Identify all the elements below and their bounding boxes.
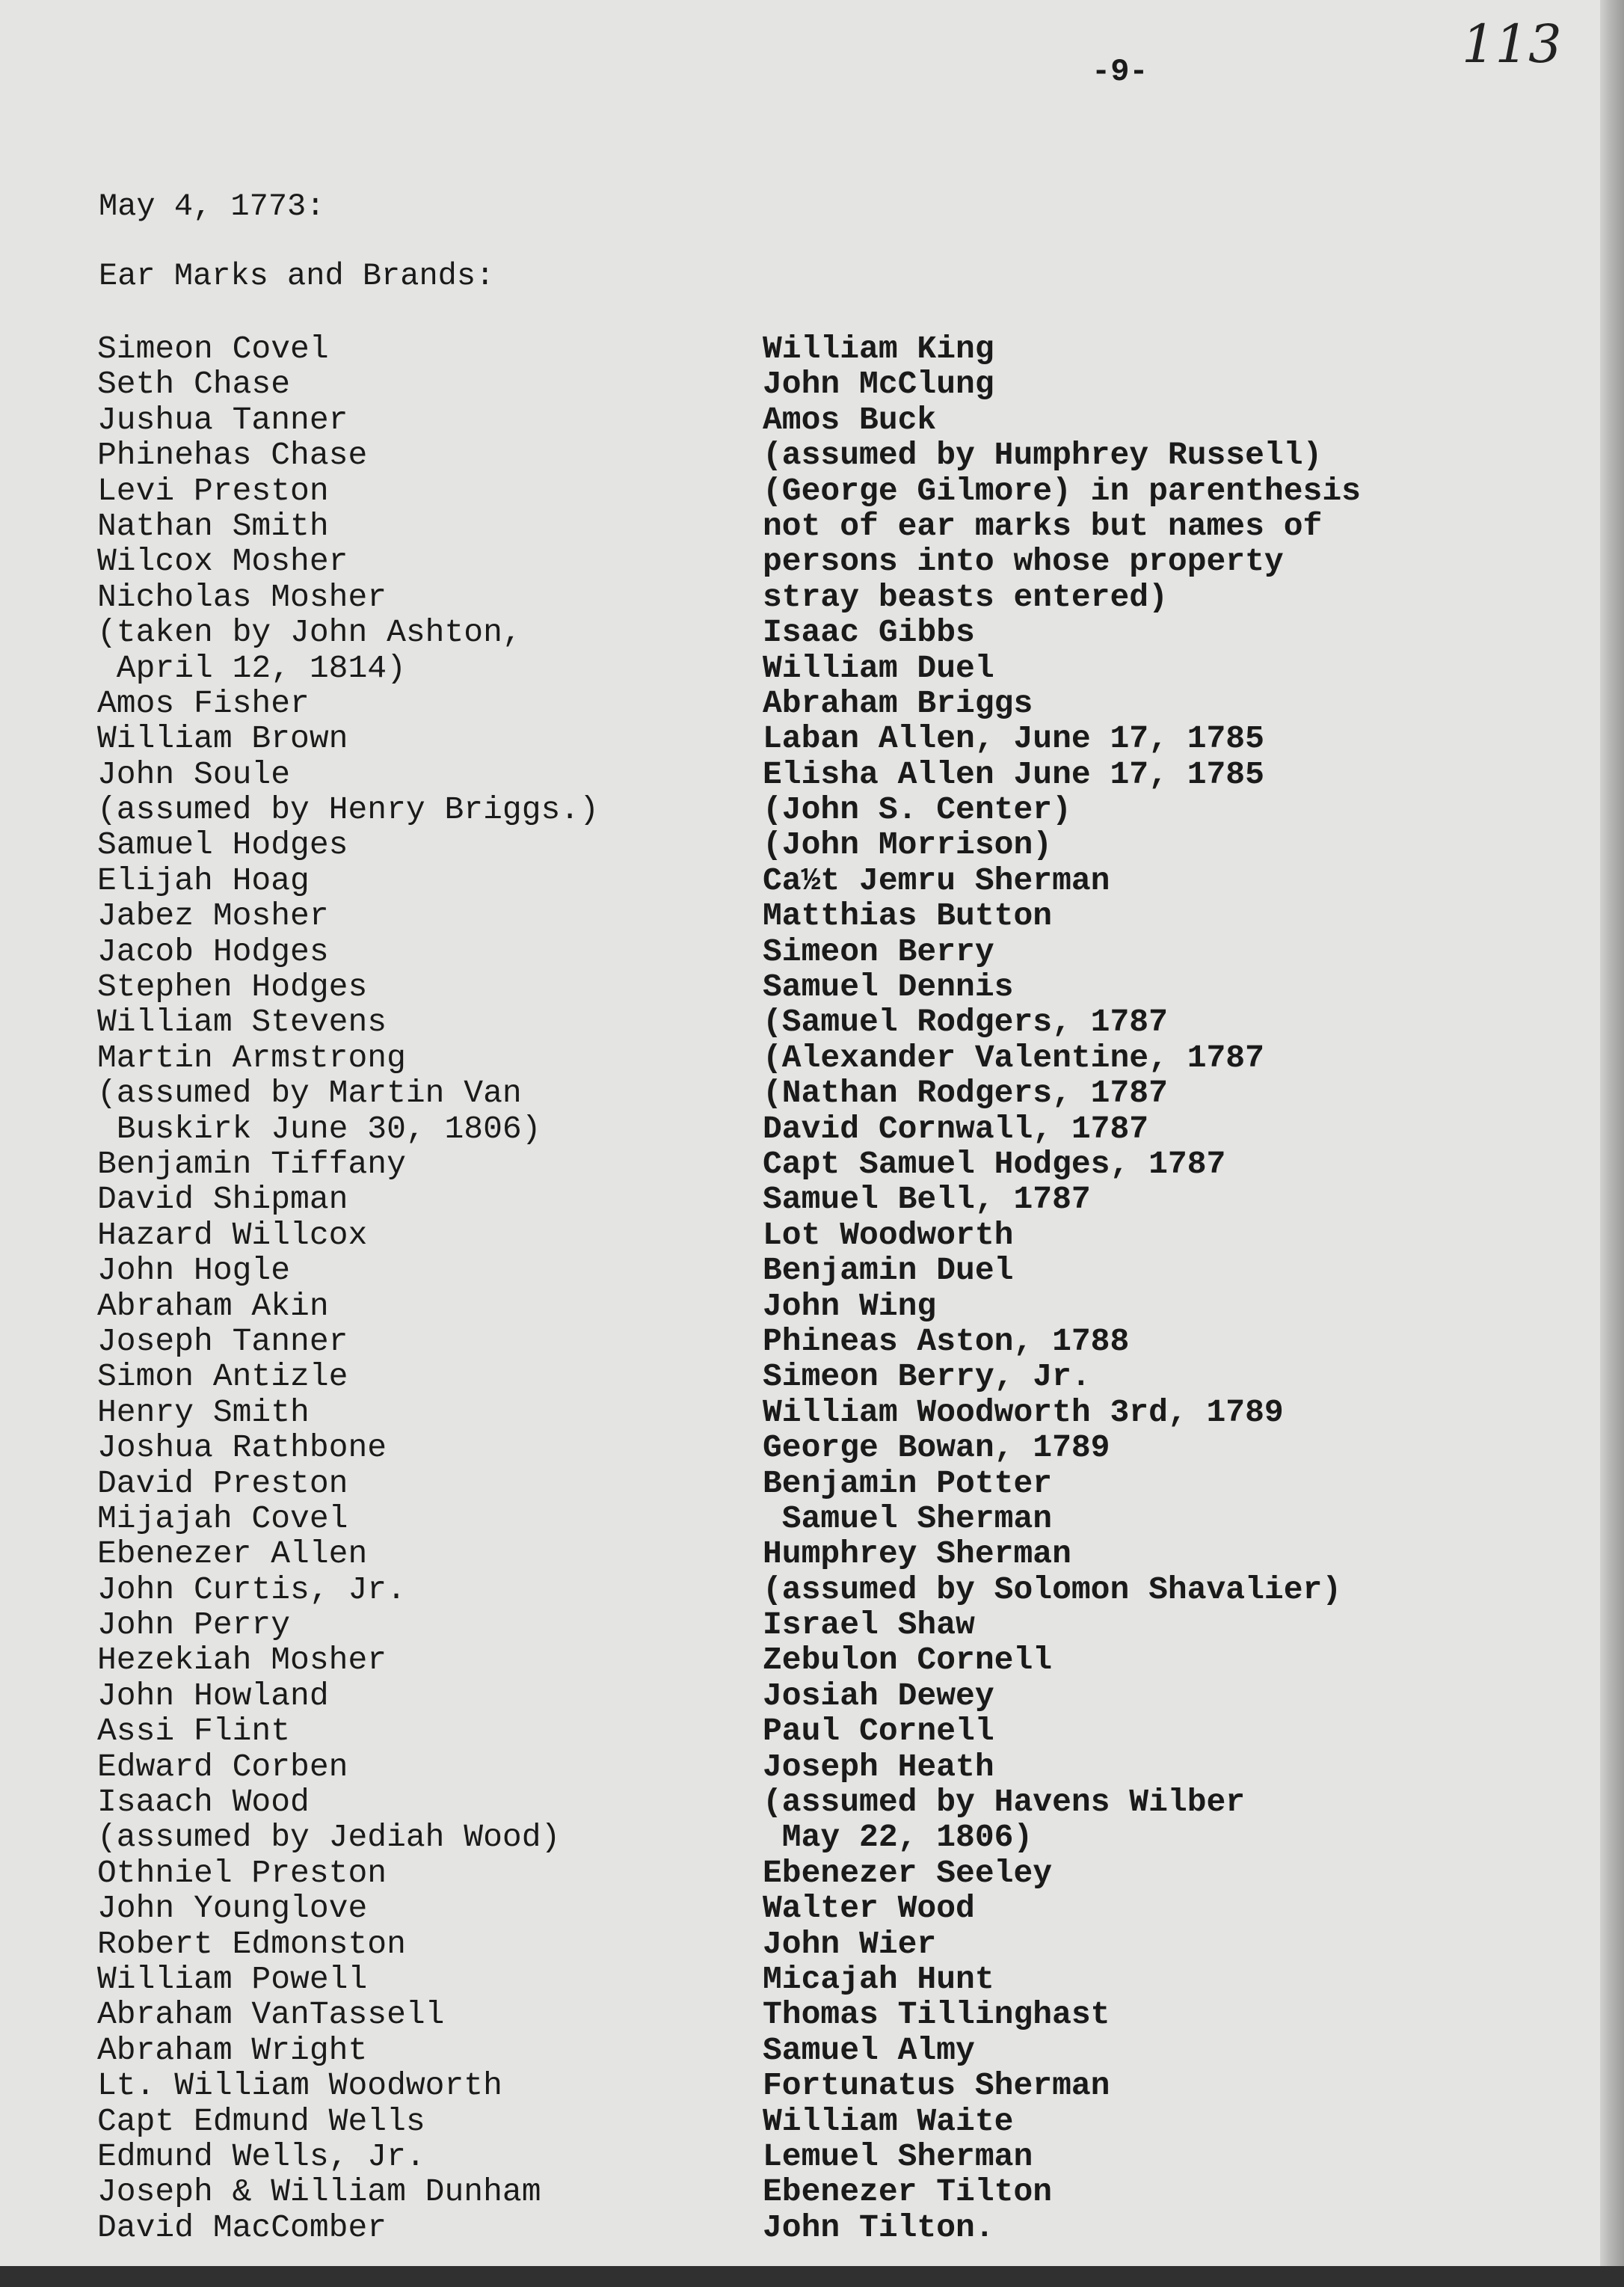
name-entry: Othniel Preston <box>97 1854 387 1891</box>
name-entry: Hazard Willcox <box>97 1216 368 1253</box>
name-entry: Samuel Hodges <box>97 826 348 864</box>
name-entry: Israel Shaw <box>763 1606 975 1644</box>
name-entry: Ebenezer Allen <box>97 1535 368 1573</box>
name-entry: Simon Antizle <box>97 1358 348 1396</box>
name-entry: Abraham Wright <box>97 2031 368 2069</box>
name-entry: David Cornwall, 1787 <box>763 1110 1149 1147</box>
name-entry: David MacComber <box>97 2208 387 2246</box>
name-entry: Isaac Gibbs <box>763 614 975 651</box>
name-entry: Edward Corben <box>97 1748 348 1785</box>
name-entry: William Powell <box>97 1960 368 1998</box>
name-entry: Abraham Briggs <box>763 684 1033 722</box>
name-entry: George Bowan, 1789 <box>763 1429 1110 1467</box>
name-entry: John Tilton. <box>763 2208 994 2246</box>
name-entry: Assi Flint <box>97 1713 291 1750</box>
name-entry: (Samuel Rodgers, 1787 <box>763 1004 1168 1041</box>
name-entry: Hezekiah Mosher <box>97 1642 387 1679</box>
name-entry: May 22, 1806) <box>763 1819 1033 1856</box>
left-name-column <box>97 331 770 2245</box>
name-entry: John Soule <box>97 755 291 793</box>
name-entry: (assumed by Henry Briggs.) <box>97 791 599 829</box>
page-number: -9- <box>1092 54 1148 90</box>
name-entry: Thomas Tillinghast <box>763 1996 1110 2033</box>
name-entry: (assumed by Solomon Shavalier) <box>763 1571 1342 1608</box>
name-entry: Joseph Heath <box>763 1748 994 1785</box>
name-entry: Ca½t Jemru Sherman <box>763 862 1110 899</box>
name-entry: John Howland <box>97 1677 329 1714</box>
name-entry: John Wing <box>763 1287 937 1324</box>
name-entry: John Wier <box>763 1925 937 1962</box>
name-entry: John Hogle <box>97 1252 291 1289</box>
name-entry: Phinehas Chase <box>97 437 368 474</box>
name-entry: (Alexander Valentine, 1787 <box>763 1039 1264 1076</box>
name-entry: Seth Chase <box>97 366 291 403</box>
name-entry: Joshua Rathbone <box>97 1429 387 1467</box>
name-entry: Samuel Almy <box>763 2031 975 2069</box>
name-entry: Laban Allen, June 17, 1785 <box>763 720 1264 758</box>
name-entry: William Woodworth 3rd, 1789 <box>763 1393 1284 1431</box>
name-entry: Josiah Dewey <box>763 1677 994 1714</box>
name-entry: John McClung <box>763 366 994 403</box>
name-entry: Abraham VanTassell <box>97 1996 445 2033</box>
name-entry: Robert Edmonston <box>97 1925 406 1962</box>
name-entry: Zebulon Cornell <box>763 1642 1053 1679</box>
name-entry: Wilcox Mosher <box>97 543 348 580</box>
name-entry: (John S. Center) <box>763 791 1071 829</box>
right-name-column <box>763 331 1525 2245</box>
name-entry: Micajah Hunt <box>763 1960 994 1998</box>
name-entry: Amos Buck <box>763 401 937 438</box>
name-entry: Jacob Hodges <box>97 933 329 970</box>
name-entry: Simeon Covel <box>97 331 329 367</box>
name-entry: Isaach Wood <box>97 1784 310 1821</box>
name-entry: Mijajah Covel <box>97 1499 348 1537</box>
name-entry: Amos Fisher <box>97 684 310 722</box>
name-entry: (assumed by Humphrey Russell) <box>763 437 1323 474</box>
name-entry: Joseph Tanner <box>97 1322 348 1360</box>
name-entry: Samuel Bell, 1787 <box>763 1181 1091 1218</box>
name-entry: William Stevens <box>97 1004 387 1041</box>
name-entry: David Shipman <box>97 1181 348 1218</box>
name-entry: Humphrey Sherman <box>763 1535 1071 1573</box>
name-entry: Paul Cornell <box>763 1713 994 1750</box>
name-entry: Benjamin Tiffany <box>97 1145 406 1182</box>
name-entry: (assumed by Havens Wilber <box>763 1784 1246 1821</box>
name-entry: Fortunatus Sherman <box>763 2067 1110 2105</box>
name-entry: not of ear marks but names of <box>763 507 1323 544</box>
name-entry: Jushua Tanner <box>97 401 348 438</box>
name-entry: William Waite <box>763 2102 1014 2140</box>
name-entry: Levi Preston <box>97 472 329 509</box>
name-entry: Buskirk June 30, 1806) <box>97 1110 541 1147</box>
name-entry: (George Gilmore) in parenthesis <box>763 472 1361 509</box>
name-entry: Capt Edmund Wells <box>97 2102 425 2140</box>
name-entry: Samuel Sherman <box>763 1499 1053 1537</box>
name-entry: William Duel <box>763 649 994 687</box>
name-entry: stray beasts entered) <box>763 578 1168 616</box>
name-entry: William King <box>763 331 994 367</box>
name-entry: (assumed by Martin Van <box>97 1075 522 1112</box>
name-entry: April 12, 1814) <box>97 649 406 687</box>
name-entry: (John Morrison) <box>763 826 1053 864</box>
name-entry: Ebenezer Tilton <box>763 2173 1053 2211</box>
name-entry: John Perry <box>97 1606 291 1644</box>
name-entry: Edmund Wells, Jr. <box>97 2137 425 2175</box>
name-entry: John Curtis, Jr. <box>97 1571 406 1608</box>
name-entry: Benjamin Potter <box>763 1464 1053 1502</box>
name-entry: Jabez Mosher <box>97 897 329 935</box>
name-entry: (taken by John Ashton, <box>97 614 522 651</box>
name-entry: Walter Wood <box>763 1890 975 1927</box>
name-entry: Capt Samuel Hodges, 1787 <box>763 1145 1226 1182</box>
name-entry: Elijah Hoag <box>97 862 310 899</box>
name-entry: David Preston <box>97 1464 348 1502</box>
name-entry: William Brown <box>97 720 348 758</box>
name-entry: Simeon Berry, Jr. <box>763 1358 1091 1396</box>
name-entry: Simeon Berry <box>763 933 994 970</box>
name-entry: Martin Armstrong <box>97 1039 406 1076</box>
name-entry: John Younglove <box>97 1890 368 1927</box>
name-entry: Ebenezer Seeley <box>763 1854 1053 1891</box>
name-entry: (assumed by Jediah Wood) <box>97 1819 561 1856</box>
name-entry: (Nathan Rodgers, 1787 <box>763 1075 1168 1112</box>
name-entry: Matthias Button <box>763 897 1053 935</box>
name-entry: persons into whose property <box>763 543 1284 580</box>
name-entry: Lt. William Woodworth <box>97 2067 502 2105</box>
name-entry: Stephen Hodges <box>97 968 368 1006</box>
scan-bottom-border <box>0 2266 1624 2287</box>
name-entry: Phineas Aston, 1788 <box>763 1322 1130 1360</box>
name-entry: Lemuel Sherman <box>763 2137 1033 2175</box>
name-entry: Abraham Akin <box>97 1287 329 1324</box>
name-entry: Nicholas Mosher <box>97 578 387 616</box>
name-entry: Lot Woodworth <box>763 1216 1014 1253</box>
name-entry: Henry Smith <box>97 1393 310 1431</box>
name-entry: Samuel Dennis <box>763 968 1014 1006</box>
name-entry: Elisha Allen June 17, 1785 <box>763 755 1264 793</box>
name-entry: Nathan Smith <box>97 507 329 544</box>
name-entry: Benjamin Duel <box>763 1252 1014 1289</box>
name-entry: Joseph & William Dunham <box>97 2173 541 2211</box>
page-edge <box>1600 0 1624 2287</box>
handwritten-page-number: 113 <box>1462 13 1562 75</box>
section-heading: Ear Marks and Brands: <box>99 258 495 294</box>
date-heading: May 4, 1773: <box>99 188 325 224</box>
